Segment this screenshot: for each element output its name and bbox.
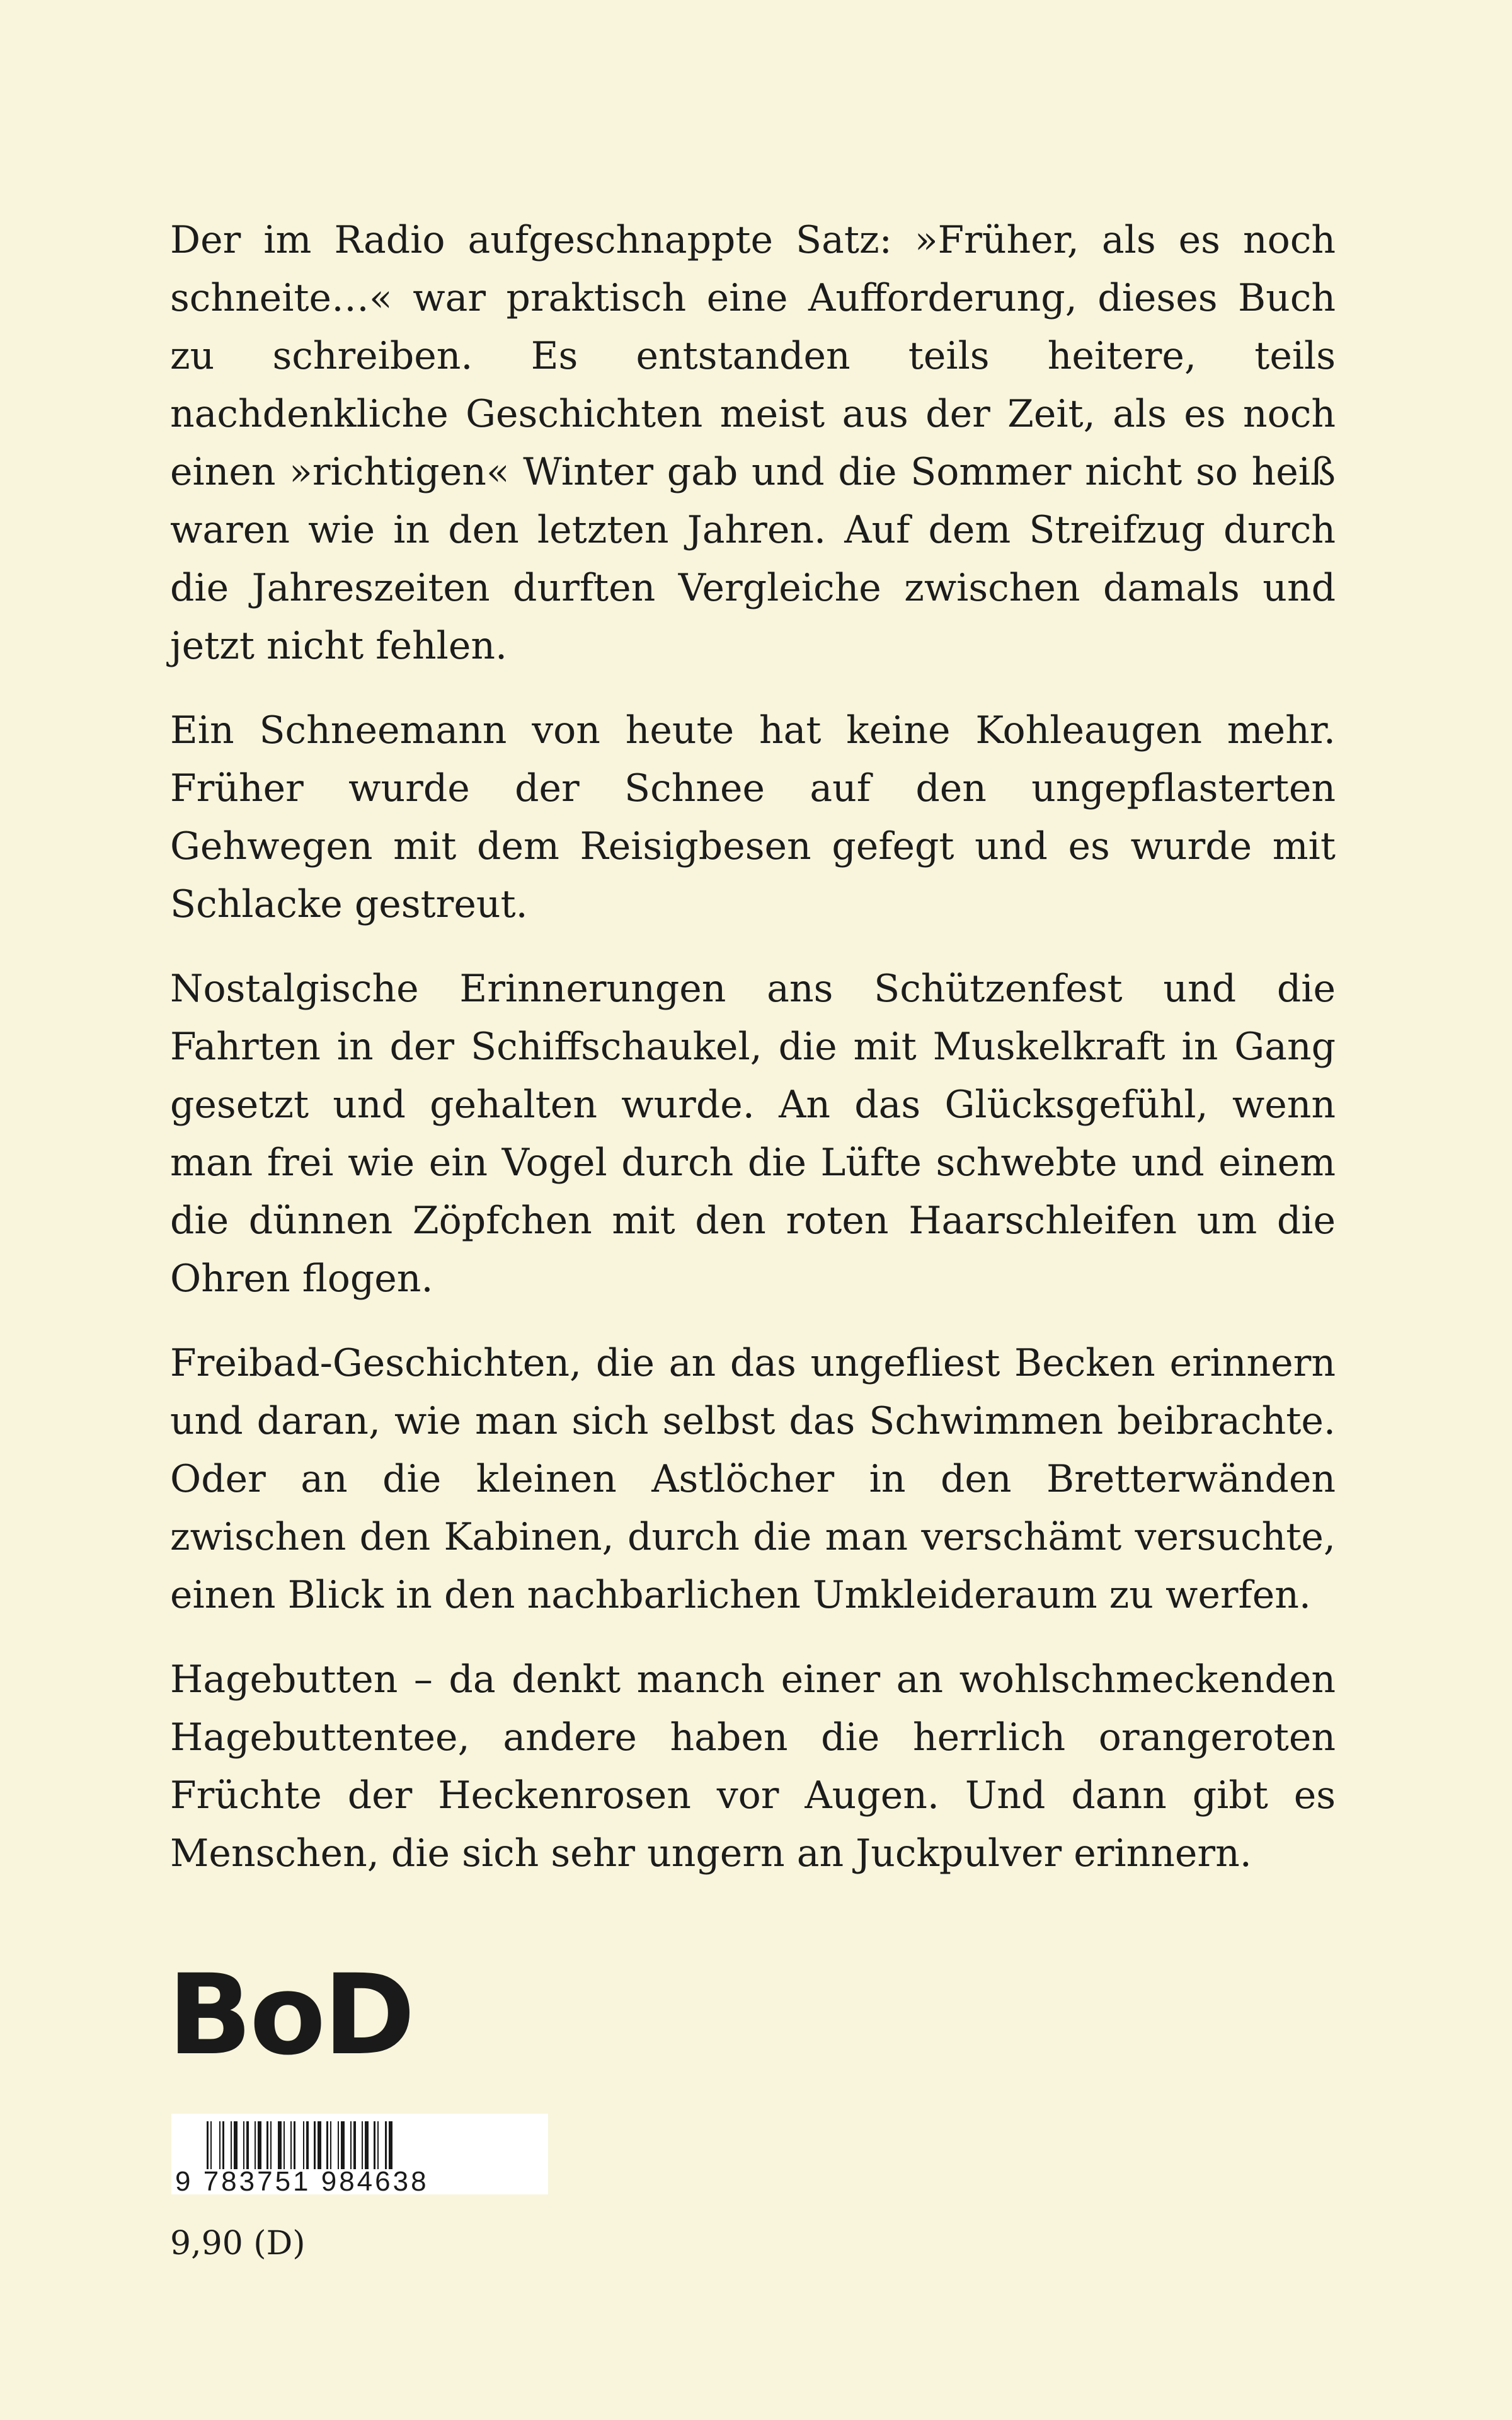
barcode-bar: [255, 2121, 256, 2169]
barcode-bar: [219, 2121, 220, 2169]
barcode-bar: [243, 2121, 244, 2169]
blurb-paragraph-5: Hagebutten – da denkt manch einer an wohlschmeckenden Hagebuttentee, andere haben die herrlich orangeroten Früchte der Heckenrosen vor Augen. Und dann gibt es Menschen, die sich sehr ungern an Juckpulver erinnern.: [170, 1657, 1336, 1876]
barcode-bar: [284, 2121, 285, 2169]
barcode-bar: [303, 2121, 304, 2169]
barcode-bar: [294, 2121, 295, 2169]
barcode-bar: [341, 2121, 345, 2169]
barcode-bar: [222, 2121, 224, 2169]
barcode-bars: [207, 2121, 509, 2169]
blurb-paragraph-4: Freibad-Geschichten, die an das ungefliest Becken erinnern und daran, wie man sich selbst das Schwimmen beibrachte. Oder an die kleinen Astlöcher in den Bretterwänden zwischen den Kabinen, durch die man verschämt versuchte, einen Blick in den nachbarlichen Umkleideraum zu werfen.: [170, 1341, 1336, 1617]
barcode-bar: [266, 2121, 268, 2169]
back-cover-blurb: [170, 211, 1336, 1909]
barcode-bar: [365, 2121, 369, 2169]
barcode-bar: [290, 2121, 292, 2169]
barcode-bar: [362, 2121, 363, 2169]
blurb-paragraph-1: Der im Radio aufgeschnappte Satz: »Früher, als es noch schneite…« war praktisch eine Aufforderung, dieses Buch zu schreiben. Es entstanden teils heitere, teils nachdenkliche Geschichten meist aus der Zeit, als es noch einen »richtigen« Winter gab und die Sommer nicht so heiß waren wie in den letzten Jahren. Auf dem Streifzug durch die Jahreszeiten durften Vergleiche zwischen damals und jetzt nicht fehlen.: [170, 218, 1336, 668]
barcode-bar: [350, 2121, 352, 2169]
publisher-logo: BoD: [168, 1950, 413, 2080]
blurb-paragraph-3: Nostalgische Erinnerungen ans Schützenfest und die Fahrten in der Schiffschaukel, die mit Muskelkraft in Gang gesetzt und gehalten wurde. An das Glücksgefühl, wenn man frei wie ein Vogel durch die Lüfte schwebte und einem die dünnen Zöpfchen mit den roten Haarschleifen um die Ohren flogen.: [170, 967, 1336, 1301]
barcode-bar: [234, 2121, 238, 2169]
barcode-bar: [318, 2121, 321, 2169]
barcode-bar: [385, 2121, 387, 2169]
barcode-bar: [231, 2121, 232, 2169]
isbn-barcode: [171, 2114, 548, 2197]
barcode-bar: [338, 2121, 339, 2169]
barcode-bar: [278, 2121, 282, 2169]
barcode-bar: [330, 2121, 331, 2169]
price-label: 9,90 (D): [170, 2225, 306, 2262]
barcode-bar: [326, 2121, 328, 2169]
barcode-bar: [270, 2121, 272, 2169]
barcode-bar: [353, 2121, 356, 2169]
barcode-bar: [246, 2121, 249, 2169]
barcode-bar: [389, 2121, 392, 2169]
barcode-bar: [306, 2121, 309, 2169]
barcode-bar: [210, 2121, 212, 2169]
barcode-bar: [207, 2121, 209, 2169]
barcode-bar: [314, 2121, 316, 2169]
barcode-bar: [374, 2121, 375, 2169]
blurb-paragraph-2: Ein Schneemann von heute hat keine Kohleaugen mehr. Früher wurde der Schnee auf den ungepflasterten Gehwegen mit dem Reisigbesen gefegt und es wurde mit Schlacke gestreut.: [170, 708, 1336, 926]
barcode-bar: [258, 2121, 261, 2169]
barcode-bar: [377, 2121, 379, 2169]
barcode-digits: 9 783751 984638: [175, 2166, 429, 2197]
